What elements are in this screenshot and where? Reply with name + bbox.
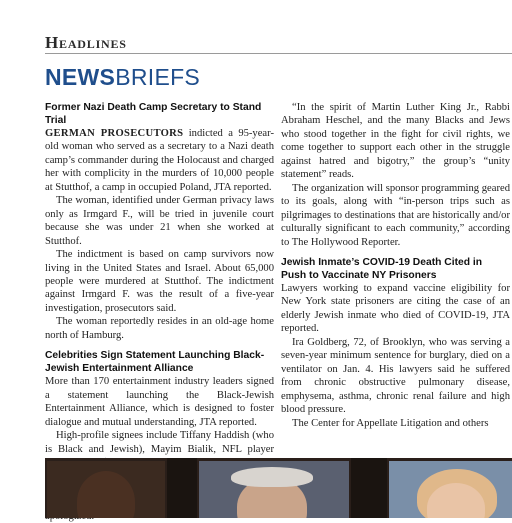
section-title: Headlines — [45, 33, 127, 52]
article-paragraph — [45, 127, 274, 194]
article-paragraph: “In the spirit of Martin Luther King Jr., Rabbi Abraham Heschel, and the many Blacks and Jews who stood together in the fight for civil rights, we come together to support each other in the struggle against hatred and bigotry,” the group’s “unity statement” reads. — [281, 102, 510, 181]
column-right — [281, 101, 510, 430]
masthead-bold: NEWS — [45, 64, 116, 90]
masthead-light: BRIEFS — [115, 64, 201, 90]
paragraph-text: indicted a 95-year-old woman who served as a secretary to a Nazi death camp’s commander during the Holocaust and charged her with complicity in the murders of 10,000 people at Stutthof, a camp in occupied Poland, JTA reported. — [45, 128, 274, 193]
photo-strip — [45, 458, 512, 518]
section-divider — [45, 53, 512, 54]
article-paragraph: The indictment is based on camp survivors now living in the United States and Israel. About 65,000 people were murdered at Stutthof. The indictment against Irmgard F. was the result of a five-year investigation, prosecutors said. — [45, 249, 274, 314]
news-briefs-masthead — [45, 63, 200, 91]
article-headline: Former Nazi Death Camp Secretary to Stand Trial — [45, 102, 262, 126]
portrait-photo — [389, 461, 512, 518]
lead-in: GERMAN PROSECUTORS — [45, 128, 184, 139]
portrait-photo — [47, 461, 165, 518]
article-paragraph: The woman reportedly resides in an old-age home north of Hamburg. — [45, 316, 274, 341]
portrait-photo — [199, 461, 349, 518]
article-paragraph: The woman, identified under German privacy laws only as Irmgard F., will be tried in juvenile court because she was under 21 when she worked at Stutthof. — [45, 195, 274, 247]
article-paragraph: Ira Goldberg, 72, of Brooklyn, who was serving a seven-year minimum sentence for burglary, died on a ventilator on Jan. 4. His lawyers said he suffered from chronic obstructive pulmonary disease, emphysema, asthma, chronic renal failure and high blood pressure. — [281, 336, 510, 416]
article-headline: Jewish Inmate’s COVID-19 Death Cited in Push to Vaccinate NY Prisoners — [281, 256, 483, 281]
article-paragraph: More than 170 entertainment industry leaders signed a statement launching the Black-Jewish Entertainment Alliance, which is designed to foster dialogue and mutual understanding, JTA reported. — [45, 376, 274, 428]
article-paragraph: The organization will sponsor programming geared to its goals, along with “in-person trips such as pilgrimages to destinations that are historically and/or culturally significant to each community,” according to The Hollywood Reporter. — [281, 182, 510, 248]
article-paragraph: Lawyers working to expand vaccine eligibility for New York state prisoners are citing the case of an elderly Jewish inmate who died of COVID-19, JTA reported. — [281, 282, 510, 335]
article-paragraph: High-profile signees include Tiffany Haddish (who is Black and Jewish), Mayim Bialik, NFL player — [45, 430, 274, 455]
article-headline: Celebrities Sign Statement Launching Black-Jewish Entertainment Alliance — [45, 350, 265, 375]
article-paragraph: The Center for Appellate Litigation and others — [292, 417, 489, 429]
